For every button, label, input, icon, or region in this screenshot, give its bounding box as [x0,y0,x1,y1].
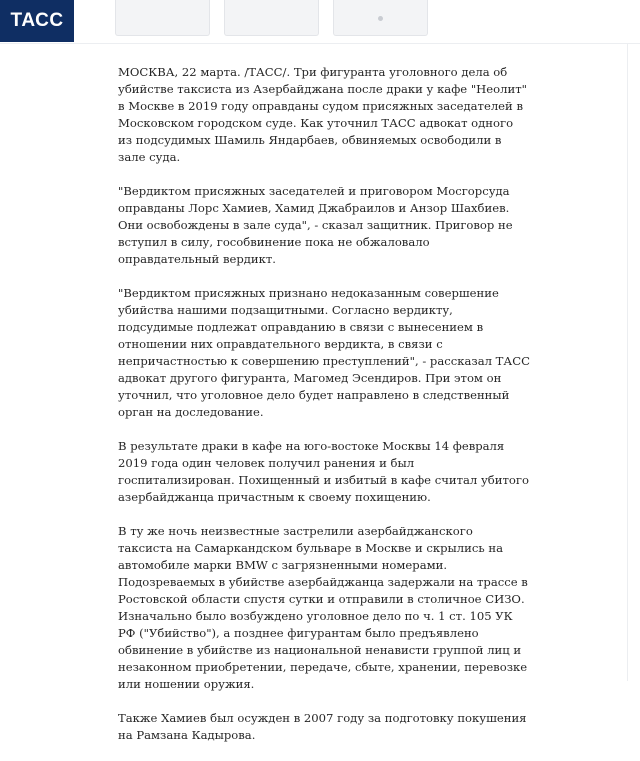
top-tabs [115,0,428,36]
article-paragraph-4: В результате драки в кафе на юго-востоке Москвы 14 февраля 2019 года один человек получил ранения и был госпитализирован. Похищенный и избитый в кафе считал убитого азербайджанца причастным к своему похищению. [118,439,529,504]
article-paragraph-3: "Вердиктом присяжных признано недоказанным совершение убийства нашими подзащитными. Согласно вердикту, подсудимые подлежат оправданию в связи с вынесением в отношении них оправдательного вердикта, в связи с непричастностью к совершению преступлений", - рассказал ТАСС адвокат другого фигуранта, Магомед Эсендиров. При этом он уточнил, что уголовное дело будет направлено в следственный орган на доследование. [118,286,530,419]
tass-logo[interactable] [0,0,74,42]
article-body [118,64,530,761]
logo-text: ТАСС [10,10,64,31]
right-divider [627,44,628,681]
header-divider [0,43,640,44]
tab-placeholder-1[interactable] [115,0,210,36]
article-paragraph-1: МОСКВА, 22 марта. /ТАСС/. Три фигуранта уголовного дела об убийстве таксиста из Азербайджана после драки у кафе "Неолит" в Москве в 2019 году оправданы судом присяжных заседателей в Московском городском суде. Как уточнил ТАСС адвокат одного из подсудимых Шамиль Яндарбаев, обвиняемых освободили в зале суда. [118,65,527,164]
tab-placeholder-3[interactable] [333,0,428,36]
article-paragraph-6: Также Хамиев был осужден в 2007 году за подготовку покушения на Рамзана Кадырова. [118,711,527,742]
tab-placeholder-2[interactable] [224,0,319,36]
article-paragraph-5: В ту же ночь неизвестные застрелили азербайджанского таксиста на Самаркандском бульваре в Москве и скрылись на автомобиле марки BMW с загрязненными номерами. Подозреваемых в убийстве азербайджанца задержали на трассе в Ростовской области спустя сутки и отправили в столичное СИЗО. Изначально было возбуждено уголовное дело по ч. 1 ст. 105 УК РФ ("Убийство"), а позднее фигурантам было предъявлено обвинение в убийстве из национальной ненависти группой лиц и незаконном приобретении, передаче, сбыте, хранении, перевозке или ношении оружия. [118,524,528,691]
article-paragraph-2: "Вердиктом присяжных заседателей и приговором Мосгорсуда оправданы Лорс Хамиев, Хамид Джабраилов и Анзор Шахбиев. Они освобождены в зале суда", - сказал защитник. Приговор не вступил в силу, гособвинение пока не обжаловало оправдательный вердикт. [118,184,513,266]
dot-icon [378,16,383,21]
